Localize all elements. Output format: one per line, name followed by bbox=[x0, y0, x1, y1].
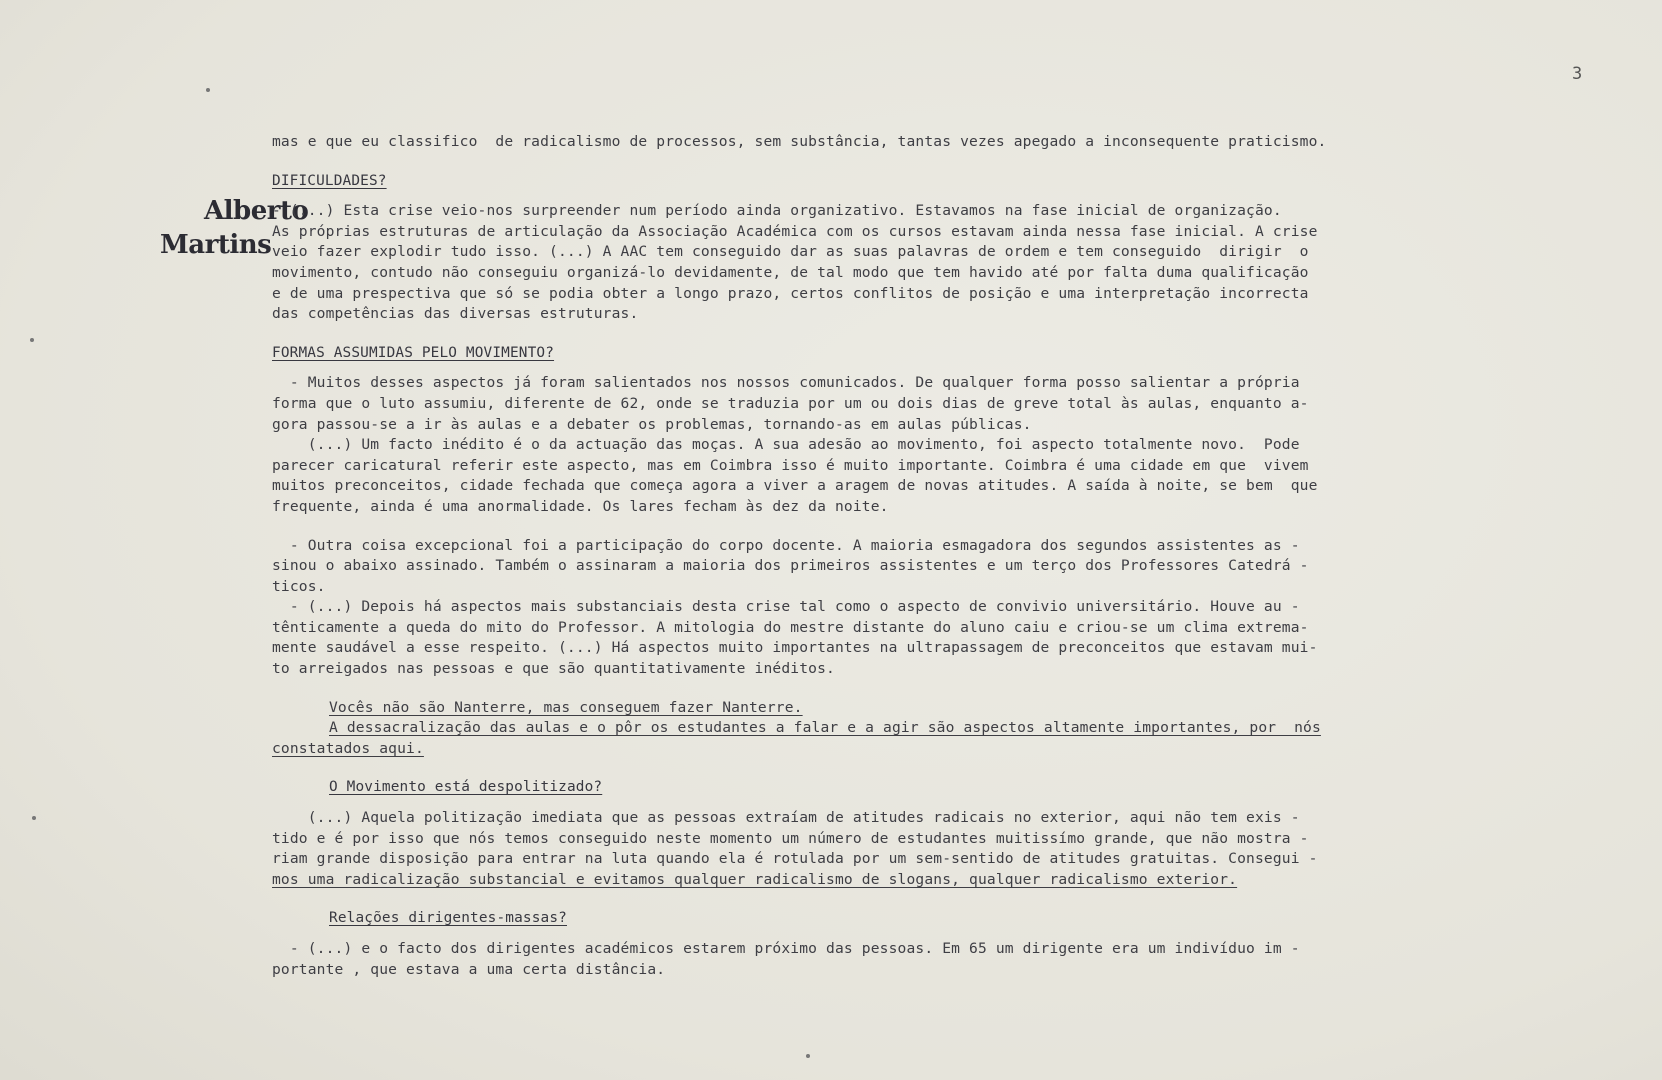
section-heading-despolitizado: O Movimento está despolitizado? bbox=[329, 779, 603, 796]
quote-line: Vocês não são Nanterre, mas conseguem fazer Nanterre. bbox=[329, 698, 803, 716]
text-line: (...) Um facto inédito é o da actuação das moças. A sua adesão ao movimento, foi aspecto totalmente novo. Pode bbox=[272, 436, 1300, 454]
text-line: to arreigados nas pessoas e que são quantitativamente inéditos. bbox=[272, 660, 835, 678]
text-line: - (...) Esta crise veio-nos surpreender num período ainda organizativo. Estavamos na fase inicial de organização. bbox=[272, 202, 1282, 220]
text-line: - Outra coisa excepcional foi a participação do corpo docente. A maioria esmagadora dos segundos assistentes as - bbox=[272, 536, 1300, 554]
text-line: mos uma radicalização substancial e evitamos qualquer radicalismo de slogans, qualquer radicalismo exterior. bbox=[272, 870, 1238, 888]
text-line: As próprias estruturas de articulação da Associação Académica com os cursos estavam ainda nessa fase inicial. A crise bbox=[272, 222, 1318, 240]
text-line: muitos preconceitos, cidade fechada que começa agora a viver a aragem de novas atitudes. A saída à noite, se bem que bbox=[272, 477, 1318, 495]
speck bbox=[806, 1054, 810, 1058]
text-line: riam grande disposição para entrar na luta quando ela é rotulada por um sem-sentido de atitudes gratuitas. Consegui - bbox=[272, 850, 1318, 868]
speck bbox=[206, 88, 210, 92]
text-line: das competências das diversas estruturas. bbox=[272, 305, 639, 323]
text-line: gora passou-se a ir às aulas e a debater os problemas, tornando-as em aulas públicas. bbox=[272, 415, 1032, 433]
intro-line: mas e que eu classifico de radicalismo de processos, sem substância, tantas vezes apegado a inconsequente praticismo. bbox=[272, 133, 1327, 150]
text-line: - (...) e o facto dos dirigentes académicos estarem próximo das pessoas. Em 65 um dirigente era um indivíduo im - bbox=[272, 940, 1300, 957]
text-line: mente saudável a esse respeito. (...) Há aspectos muito importantes na ultrapassagem de preconceitos que estavam mui- bbox=[272, 639, 1318, 657]
text-line: (...) Aquela politização imediata que as pessoas extraíam de atitudes radicais no exterior, aqui não tem exis - bbox=[272, 809, 1300, 827]
section-heading-formas: FORMAS ASSUMIDAS PELO MOVIMENTO? bbox=[272, 344, 555, 361]
text-line: ticos. bbox=[272, 577, 326, 595]
text-line: movimento, contudo não conseguiu organizá-lo devidamente, de tal modo que tem havido até por falta duma qualificação bbox=[272, 263, 1309, 281]
text-line: tido e é por isso que nós temos conseguido neste momento um número de estudantes muitissímo grande, que não mostra - bbox=[272, 829, 1309, 847]
section-heading-dificuldades: DIFICULDADES? bbox=[272, 172, 387, 189]
text-line: veio fazer explodir tudo isso. (...) A AAC tem conseguido dar as suas palavras de ordem e tem conseguido dirigir o bbox=[272, 243, 1309, 261]
text-line: - (...) Depois há aspectos mais substanciais desta crise tal como o aspecto de convivio universitário. Houve au - bbox=[272, 598, 1300, 616]
stamp-first-name: Alberto bbox=[204, 196, 309, 226]
text-line: parecer caricatural referir este aspecto, mas em Coimbra isso é muito importante. Coimbra é uma cidade em que vivem bbox=[272, 456, 1309, 474]
text-line: forma que o luto assumiu, diferente de 62, onde se traduzia por um ou dois dias de greve total às aulas, enquanto a- bbox=[272, 394, 1309, 412]
text-line: frequente, ainda é uma anormalidade. Os lares fecham às dez da noite. bbox=[272, 497, 889, 515]
text-line: tênticamente a queda do mito do Professor. A mitologia do mestre distante do aluno caiu e criou-se um clima extrema- bbox=[272, 618, 1309, 636]
text-line: e de uma prespectiva que só se podia obter a longo prazo, certos conflitos de posição e uma interpretação incorrecta bbox=[272, 284, 1309, 302]
text-line: portante , que estava a uma certa distância. bbox=[272, 960, 666, 978]
text-line: - Muitos desses aspectos já foram salientados nos nossos comunicados. De qualquer forma posso salientar a própria bbox=[272, 374, 1300, 392]
page-number: 3 bbox=[1572, 64, 1583, 84]
quote-line: A dessacralização das aulas e o pôr os estudantes a falar e a agir são aspectos altamente importantes, por nós bbox=[329, 719, 1321, 737]
speck bbox=[30, 338, 34, 342]
quote-line: constatados aqui. bbox=[272, 739, 424, 757]
section-heading-relacoes: Relações dirigentes-massas? bbox=[329, 910, 567, 927]
document-body bbox=[272, 132, 1588, 980]
stamp-last-name: Martins bbox=[160, 230, 272, 260]
text-line: sinou o abaixo assinado. Também o assinaram a maioria dos primeiros assistentes e um terço dos Professores Catedrá - bbox=[272, 557, 1309, 575]
speck bbox=[32, 816, 36, 820]
